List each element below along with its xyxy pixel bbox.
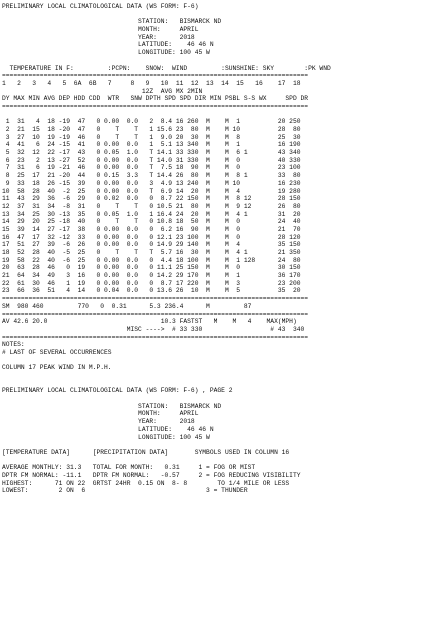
- report-line: 6 23 2 13 -27 52 0 0.00 0.0 T 14.0 31 330 M M 0 40 330: [2, 156, 301, 164]
- report-line: HIGHEST: 71 ON 22 GRTST 24HR 0.15 ON 8- 8 TO 1/4 MILE OR LESS: [2, 479, 290, 487]
- report-line: 2 21 15 18 -20 47 0 T T 1 15.6 23 80 M M 10 28 80: [2, 126, 301, 133]
- report-line: [2, 372, 422, 380]
- report-line: [2, 357, 422, 365]
- report-line: LOWEST: 2 ON 6 3 = THUNDER: [2, 487, 248, 495]
- report-line: STATION: BISMARCK ND: [2, 18, 222, 26]
- report-line: LONGITUDE: 100 45 W: [2, 49, 210, 57]
- report-line: =================================================================================: [2, 295, 309, 303]
- report-line: 9 33 18 26 -15 39 0 0.00 0.0 3 4.9 13 240 M M 10 16 230: [2, 179, 301, 187]
- report-line: MONTH: APRIL: [2, 26, 199, 34]
- report-line: TEMPERATURE IN F: :PCPN: SNOW: WIND :SUNSHINE: SKY :PK WND: [2, 64, 331, 72]
- report-line: DPTR FM NORMAL: -11.1 DPTR FM NORMAL: -0.57 2 = FOG REDUCING VISIBILITY: [2, 471, 301, 479]
- report-line: AVERAGE MONTHLY: 31.3 TOTAL FOR MONTH: 0.31 1 = FOG OR MIST: [2, 464, 256, 472]
- report-line: 8 25 17 21 -20 44 0 0.15 3.3 T 14.4 26 80 M M 8 1 33 80: [2, 172, 301, 180]
- report-line: 3 27 10 19 -19 46 0 T T 1 9.0 20 30 M M 8 25 30: [2, 133, 301, 141]
- report-line: AV 42.6 20.0 10.3 FASTST M M 4 MAX(MPH): [2, 318, 297, 326]
- report-line: [2, 11, 422, 19]
- report-line: 10 58 28 40 -2 25 0 0.00 0.0 T 6.9 14 20 M M 4 19 280: [2, 187, 301, 195]
- report-line: 12 37 31 34 -8 31 0 T T 0 10.5 21 80 M M 9 12 26 80: [2, 202, 301, 210]
- report-line: [2, 57, 422, 65]
- report-line: 23 66 36 51 4 14 0 0.04 0.0 0 13.6 26 10 M M 5 35 20: [2, 287, 301, 295]
- report-line: DY MAX MIN AVG DEP HDD CDD WTR SNW DPTH SPD SPD DIR MIN PSBL S-S WX SPD DR: [2, 95, 309, 103]
- report-line: 15 39 14 27 -17 38 0 0.00 0.0 0 6.2 16 90 M M 0 21 70: [2, 225, 301, 233]
- report-line: 22 61 30 46 1 19 0 0.00 0.0 0 8.7 17 220 M M 3 23 200: [2, 279, 301, 287]
- report-line: 13 34 25 30 -13 35 0 0.05 1.0 1 16.4 24 20 M M 4 1 31 20: [2, 210, 301, 218]
- report-line: 16 47 17 32 -12 33 0 0.00 0.0 0 12.1 23 100 M M 0 28 120: [2, 233, 301, 241]
- report-line: YEAR: 2018: [2, 33, 195, 41]
- report-line: MONTH: APRIL: [2, 410, 199, 418]
- report-line: =================================================================================: [2, 102, 309, 110]
- report-line: 19 58 22 40 -6 25 0 0.00 0.0 0 4.4 18 100 M M 1 128 24 80: [2, 256, 301, 264]
- report-line: [2, 111, 422, 119]
- report-line: [2, 395, 422, 403]
- report-line: 18 52 28 40 -5 25 0 T T T 5.7 16 30 M M 4 1 21 350: [2, 249, 301, 256]
- report-line: COLUMN 17 PEAK WIND IN M.P.H.: [2, 364, 112, 372]
- report-line: 12Z AVG MX 2MIN: [2, 87, 203, 95]
- report-line: [2, 441, 422, 449]
- report-line: LATITUDE: 46 46 N: [2, 425, 214, 433]
- report-line: PRELIMINARY LOCAL CLIMATOLOGICAL DATA (WS FORM: F-6) , PAGE 2: [2, 387, 233, 395]
- report-line: 1 2 3 4 5 6A 6B 7 8 9 10 11 12 13 14 15 16 17 18: [2, 79, 301, 87]
- report-line: 5 32 12 22 -17 43 0 0.05 1.0 T 14.1 33 330 M M 6 1 43 340: [2, 149, 301, 157]
- report-line: =================================================================================: [2, 333, 309, 341]
- report-line: PRELIMINARY LOCAL CLIMATOLOGICAL DATA (WS FORM: F-6): [2, 3, 199, 10]
- report-line: 21 64 34 49 3 16 0 0.00 0.0 0 14.2 29 170 M M 1 36 170: [2, 272, 301, 280]
- report-line: [TEMPERATURE DATA] [PRECIPITATION DATA] SYMBOLS USED IN COLUMN 16: [2, 448, 290, 456]
- report-line: NOTES:: [2, 341, 25, 349]
- report-line: 17 51 27 39 -6 26 0 0.00 0.0 0 14.9 29 140 M M 4 35 150: [2, 241, 301, 249]
- report-line: 7 31 6 19 -21 46 0 0.00 0.0 T 7.5 18 90 M M 0 23 100: [2, 164, 301, 172]
- report-line: =================================================================================: [2, 72, 309, 80]
- report-line: YEAR: 2018: [2, 418, 195, 426]
- report-line: [2, 457, 422, 465]
- report-line: STATION: BISMARCK ND: [2, 402, 222, 410]
- report-line: 14 29 20 25 -18 40 0 T T 0 10.8 18 50 M M 0 24 40: [2, 218, 301, 226]
- report-line: 11 43 29 36 -6 29 0 0.02 0.0 0 8.7 22 150 M M 8 12 28 150: [2, 195, 301, 203]
- report-line: # LAST OF SEVERAL OCCURRENCES: [2, 348, 112, 356]
- report-line: 20 63 28 46 0 19 0 0.00 0.0 0 11.1 25 150 M M 0 30 150: [2, 264, 301, 272]
- report-line: [2, 380, 422, 388]
- report-line: 4 41 6 24 -15 41 0 0.00 0.0 1 5.1 13 340 M M 1 16 190: [2, 141, 301, 149]
- report-line: MISC ----> # 33 330 # 43 340: [2, 325, 305, 333]
- report-line: =================================================================================: [2, 310, 309, 318]
- report-line: 1 31 4 18 -19 47 0 0.00 0.0 2 8.4 16 260 M M 1 20 250: [2, 118, 301, 126]
- report-line: SM 980 460 770 0 0.31 5.3 236.4 M 87: [2, 302, 252, 310]
- report-line: LATITUDE: 46 46 N: [2, 41, 214, 49]
- report-line: LONGITUDE: 100 45 W: [2, 433, 210, 441]
